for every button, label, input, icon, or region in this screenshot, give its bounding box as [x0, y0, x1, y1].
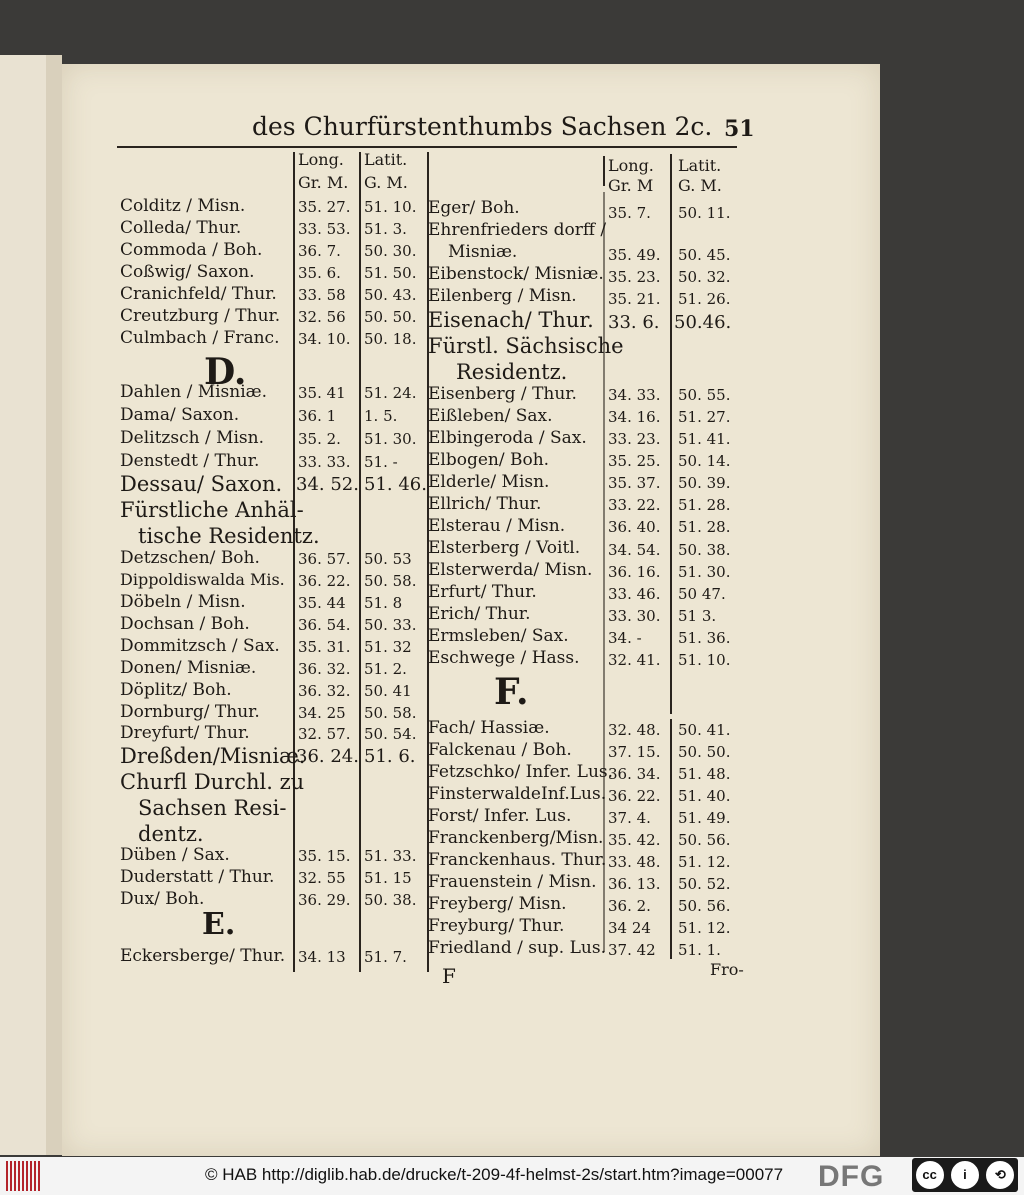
- latitude: 50. 30.: [364, 242, 417, 260]
- longitude: 33. 30.: [608, 607, 661, 625]
- longitude: 36. 32.: [298, 660, 351, 678]
- latitude: 50. 32.: [678, 268, 731, 286]
- place-name: Dreyfurt/ Thur.: [120, 723, 250, 743]
- place-name: Eibenstock/ Misniæ.: [428, 264, 604, 284]
- longitude: 36. 2.: [608, 897, 651, 915]
- longitude: 34 24: [608, 919, 651, 937]
- longitude: 32. 48.: [608, 721, 661, 739]
- place-name: Eißleben/ Sax.: [428, 406, 553, 426]
- longitude: 35. 41: [298, 384, 346, 402]
- latitude: 50. 56.: [678, 897, 731, 915]
- longitude: 35. 44: [298, 594, 346, 612]
- longitude: 33. 48.: [608, 853, 661, 871]
- latitude: 51. 10.: [678, 651, 731, 669]
- place-name: Döplitz/ Boh.: [120, 680, 232, 700]
- longitude: 37. 4.: [608, 809, 651, 827]
- latitude: 51. 48.: [678, 765, 731, 783]
- latitude: 50. 43.: [364, 286, 417, 304]
- latitude: 50. 50.: [678, 743, 731, 761]
- catchword: Fro-: [710, 960, 744, 979]
- latitude: 51 3.: [678, 607, 717, 625]
- longitude: 32. 41.: [608, 651, 661, 669]
- place-name: Detzschen/ Boh.: [120, 548, 260, 568]
- longitude: 36. 22.: [608, 787, 661, 805]
- column-rule: [670, 719, 672, 959]
- place-name: Misniæ.: [448, 242, 518, 262]
- longitude: 36. 54.: [298, 616, 351, 634]
- residence-note: tische Residentz.: [138, 524, 320, 548]
- col-header-long: Long.: [298, 150, 344, 169]
- place-name: Düben / Sax.: [120, 845, 230, 865]
- section-letter: F.: [494, 671, 529, 713]
- place-name: Dommitzsch / Sax.: [120, 636, 280, 656]
- residence-note: Churfl Durchl. zu: [120, 770, 305, 794]
- col-header-latit: Latit.: [678, 156, 722, 175]
- place-name: Erfurt/ Thur.: [428, 582, 537, 602]
- place-name: Ermsleben/ Sax.: [428, 626, 569, 646]
- place-name: Dux/ Boh.: [120, 889, 205, 909]
- latitude: 50. 38.: [364, 891, 417, 909]
- place-name: Dornburg/ Thur.: [120, 702, 260, 722]
- latitude: 51. 50.: [364, 264, 417, 282]
- header-rule: [117, 146, 737, 148]
- place-name: Creutzburg / Thur.: [120, 306, 281, 326]
- place-name: Coßwig/ Saxon.: [120, 262, 255, 282]
- longitude: 34. 54.: [608, 541, 661, 559]
- place-name: Ellrich/ Thur.: [428, 494, 542, 514]
- attribution-icon: i: [951, 1161, 979, 1189]
- longitude: 32. 56: [298, 308, 346, 326]
- cc-license-badge[interactable]: [912, 1158, 1018, 1192]
- longitude: 33. 53.: [298, 220, 351, 238]
- place-name: Falckenau / Boh.: [428, 740, 572, 760]
- col-header-latit: Latit.: [364, 150, 408, 169]
- longitude: 35. 49.: [608, 246, 661, 264]
- place-name: Colditz / Misn.: [120, 196, 246, 216]
- place-name: FinsterwaldeInf.Lus.: [428, 784, 607, 804]
- latitude: 50. 14.: [678, 452, 731, 470]
- place-name: Eschwege / Hass.: [428, 648, 580, 668]
- place-name: Elsterberg / Voitl.: [428, 538, 581, 558]
- longitude: 37. 15.: [608, 743, 661, 761]
- place-name: Colleda/ Thur.: [120, 218, 242, 238]
- left-page-shadow: [46, 55, 62, 1155]
- place-name: Elderle/ Misn.: [428, 472, 550, 492]
- longitude: 33. 33.: [298, 453, 351, 471]
- longitude: 35. 37.: [608, 474, 661, 492]
- longitude: 34. 33.: [608, 386, 661, 404]
- longitude: 35. 23.: [608, 268, 661, 286]
- residence-note: dentz.: [138, 822, 204, 846]
- place-name: Elsterau / Misn.: [428, 516, 566, 536]
- latitude: 50. 18.: [364, 330, 417, 348]
- col-header-g-m: G. M.: [364, 173, 408, 192]
- longitude: 36. 24.: [296, 746, 359, 767]
- longitude: 33. 46.: [608, 585, 661, 603]
- longitude: 35. 27.: [298, 198, 351, 216]
- latitude: 50. 11.: [678, 204, 731, 222]
- longitude: 34. 10.: [298, 330, 351, 348]
- place-name: Duderstatt / Thur.: [120, 867, 275, 887]
- latitude: 51. 2.: [364, 660, 407, 678]
- place-name: Elsterwerda/ Misn.: [428, 560, 593, 580]
- longitude: 36. 16.: [608, 563, 661, 581]
- latitude: 51. 46.: [364, 474, 427, 495]
- latitude: 50. 41.: [678, 721, 731, 739]
- col-header-long: Long.: [608, 156, 654, 175]
- latitude: 51. 32: [364, 638, 412, 656]
- column-rule: [670, 154, 672, 714]
- latitude: 51. 28.: [678, 496, 731, 514]
- residence-note: Fürstliche Anhäl-: [120, 498, 304, 522]
- longitude: 35. 21.: [608, 290, 661, 308]
- latitude: 50. 55.: [678, 386, 731, 404]
- longitude: 34. 25: [298, 704, 346, 722]
- longitude: 35. 42.: [608, 831, 661, 849]
- longitude: 35. 7.: [608, 204, 651, 222]
- longitude: 36. 1: [298, 407, 337, 425]
- place-name: Cranichfeld/ Thur.: [120, 284, 277, 304]
- place-name: Elbingeroda / Sax.: [428, 428, 587, 448]
- latitude: 51. 27.: [678, 408, 731, 426]
- signature-mark: F: [442, 964, 456, 988]
- latitude: 51. 8: [364, 594, 403, 612]
- longitude: 32. 55: [298, 869, 346, 887]
- running-title: des Churfürstenthumbs Sachsen 2c.: [252, 112, 713, 141]
- longitude: 35. 25.: [608, 452, 661, 470]
- place-name: Eilenberg / Misn.: [428, 286, 577, 306]
- latitude: 51. 12.: [678, 853, 731, 871]
- section-letter: D.: [204, 351, 247, 393]
- longitude: 34. 52.: [296, 474, 359, 495]
- longitude: 36. 57.: [298, 550, 351, 568]
- residence-note: Residentz.: [456, 360, 568, 384]
- place-name: Dippoldiswalda Mis.: [120, 570, 285, 589]
- place-name: Commoda / Boh.: [120, 240, 263, 260]
- place-name: Dessau/ Saxon.: [120, 472, 283, 496]
- section-letter: E.: [202, 907, 236, 942]
- place-name: Delitzsch / Misn.: [120, 428, 265, 448]
- place-name: Culmbach / Franc.: [120, 328, 280, 348]
- latitude: 50. 54.: [364, 725, 417, 743]
- latitude: 51. 1.: [678, 941, 721, 959]
- latitude: 51. -: [364, 453, 398, 471]
- latitude: 51. 3.: [364, 220, 407, 238]
- latitude: 1. 5.: [364, 407, 398, 425]
- latitude: 51. 26.: [678, 290, 731, 308]
- col-header-gr-m: Gr. M: [608, 176, 654, 195]
- place-name: Forst/ Infer. Lus.: [428, 806, 572, 826]
- latitude: 50. 58.: [364, 704, 417, 722]
- latitude: 51. 24.: [364, 384, 417, 402]
- dfg-logo: DFG: [818, 1160, 885, 1193]
- longitude: 32. 57.: [298, 725, 351, 743]
- latitude: 50. 52.: [678, 875, 731, 893]
- latitude: 50. 45.: [678, 246, 731, 264]
- place-name: Franckenberg/Misn.: [428, 828, 604, 848]
- latitude: 50. 33.: [364, 616, 417, 634]
- place-name: Dahlen / Misniæ.: [120, 382, 268, 402]
- latitude: 51. 49.: [678, 809, 731, 827]
- place-name: Eisenach/ Thur.: [428, 308, 594, 332]
- latitude: 50. 39.: [678, 474, 731, 492]
- place-name: Denstedt / Thur.: [120, 451, 260, 471]
- place-name: Elbogen/ Boh.: [428, 450, 550, 470]
- residence-note: Fürstl. Sächsische: [428, 334, 624, 358]
- place-name: Fetzschko/ Infer. Lus.: [428, 762, 614, 782]
- latitude: 51. 36.: [678, 629, 731, 647]
- longitude: 34. 16.: [608, 408, 661, 426]
- latitude: 50. 53: [364, 550, 412, 568]
- latitude: 51. 7.: [364, 948, 407, 966]
- longitude: 36. 32.: [298, 682, 351, 700]
- place-name: Eger/ Boh.: [428, 198, 520, 218]
- longitude: 33. 22.: [608, 496, 661, 514]
- place-name: Dochsan / Boh.: [120, 614, 250, 634]
- longitude: 33. 58: [298, 286, 346, 304]
- longitude: 35. 31.: [298, 638, 351, 656]
- latitude: 51. 6.: [364, 746, 416, 767]
- latitude: 50. 50.: [364, 308, 417, 326]
- column-rule: [603, 156, 605, 186]
- latitude: 51. 12.: [678, 919, 731, 937]
- footer-credit[interactable]: © HAB http://diglib.hab.de/drucke/t-209-4f-helmst-2s/start.htm?image=00077: [205, 1165, 784, 1184]
- place-name: Eckersberge/ Thur.: [120, 946, 286, 966]
- place-name: Franckenhaus. Thur.: [428, 850, 607, 870]
- place-name: Erich/ Thur.: [428, 604, 531, 624]
- longitude: 37. 42: [608, 941, 656, 959]
- place-name: Dreßden/Misniæ.: [120, 744, 306, 768]
- longitude: 35. 2.: [298, 430, 341, 448]
- place-name: Eisenberg / Thur.: [428, 384, 577, 404]
- latitude: 50. 38.: [678, 541, 731, 559]
- place-name: Döbeln / Misn.: [120, 592, 246, 612]
- longitude: 36. 7.: [298, 242, 341, 260]
- col-header-g-m: G. M.: [678, 176, 722, 195]
- latitude: 51. 30.: [364, 430, 417, 448]
- latitude: 51. 40.: [678, 787, 731, 805]
- column-rule: [359, 152, 361, 972]
- place-name: Friedland / sup. Lus.: [428, 938, 606, 958]
- place-name: Fach/ Hassiæ.: [428, 718, 550, 738]
- col-header-gr-m: Gr. M.: [298, 173, 349, 192]
- latitude: 51. 15: [364, 869, 412, 887]
- place-name: Frauenstein / Misn.: [428, 872, 597, 892]
- latitude: 51. 28.: [678, 518, 731, 536]
- longitude: 34. -: [608, 629, 642, 647]
- place-name: Donen/ Misniæ.: [120, 658, 257, 678]
- longitude: 36. 40.: [608, 518, 661, 536]
- latitude: 50. 56.: [678, 831, 731, 849]
- latitude: 51. 30.: [678, 563, 731, 581]
- latitude: 51. 10.: [364, 198, 417, 216]
- residence-note: Sachsen Resi-: [138, 796, 287, 820]
- library-logo: [6, 1161, 40, 1191]
- longitude: 33. 23.: [608, 430, 661, 448]
- page-number: 51: [724, 116, 755, 142]
- place-name: Freyberg/ Misn.: [428, 894, 567, 914]
- latitude: 51. 33.: [364, 847, 417, 865]
- longitude: 33. 6.: [608, 312, 660, 333]
- longitude: 36. 34.: [608, 765, 661, 783]
- place-name: Freyburg/ Thur.: [428, 916, 565, 936]
- longitude: 36. 13.: [608, 875, 661, 893]
- place-name: Dama/ Saxon.: [120, 405, 240, 425]
- cc-icon: cc: [916, 1161, 944, 1189]
- longitude: 35. 15.: [298, 847, 351, 865]
- longitude: 35. 6.: [298, 264, 341, 282]
- share-alike-icon: ⟲: [986, 1161, 1014, 1189]
- place-name: Ehrenfrieders dorff /: [428, 220, 607, 240]
- latitude: 50. 41: [364, 682, 412, 700]
- book-page: [62, 64, 880, 1156]
- latitude: 50. 58.: [364, 572, 417, 590]
- longitude: 36. 22.: [298, 572, 351, 590]
- latitude: 51. 41.: [678, 430, 731, 448]
- latitude: 50 47.: [678, 585, 726, 603]
- column-rule: [293, 152, 295, 972]
- longitude: 36. 29.: [298, 891, 351, 909]
- longitude: 34. 13: [298, 948, 346, 966]
- latitude: 50.46.: [674, 312, 732, 333]
